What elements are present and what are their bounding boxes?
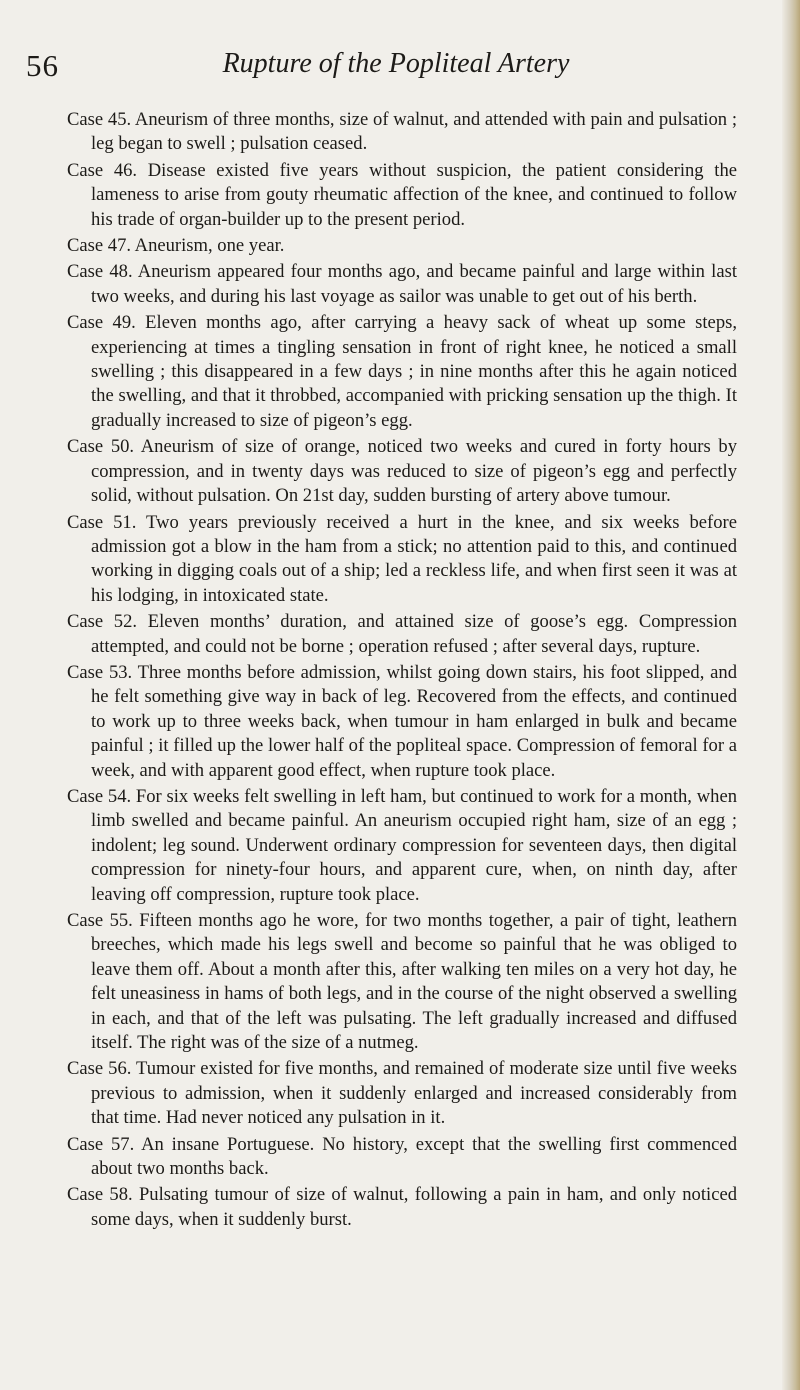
page-header [26,48,766,88]
case-entry: Case 50. Aneurism of size of orange, noticed two weeks and cured in forty hours by compression, and in twenty days was reduced to size of pigeon’s egg and perfectly solid, without pulsation. On 21st day, sudden bursting of artery above tumour. [67,436,737,507]
case-entry: Case 53. Three months before admission, whilst going down stairs, his foot slipped, and he felt something give way in back of leg. Recovered from the effects, and continued to work up to three weeks back, when tumour in ham enlarged in bulk and became painful ; it filled up the lower half of the popliteal space. Compression of femoral for a week, and with apparent good effect, when rupture took place. [67,661,737,781]
case-entry: Case 54. For six weeks felt swelling in left ham, but continued to work for a month, when limb swelled and became painful. An aneurism occupied right ham, size of an egg ; indolent; leg sound. Underwent ordinary compression for seventeen days, then digital compression for ninety-four hours, and apparent cure, when, on ninth day, after leaving off compression, rupture took place. [67,785,737,905]
running-title: Rupture of the Popliteal Artery [222,48,570,79]
case-entry: Case 55. Fifteen months ago he wore, for two months together, a pair of tight, leathern breeches, which made his legs swell and become so painful that he was obliged to leave them off. About a month after this, after walking ten miles on a very hot day, he felt uneasiness in hams of both legs, and in the course of the night observed a swelling in each, and that of the left was pulsating. The left gradually increased and diffused itself. The right was of the size of a nutmeg. [67,910,737,1054]
case-entry: Case 49. Eleven months ago, after carrying a heavy sack of wheat up some steps, experiencing at times a tingling sensation in front of right knee, he noticed a small swelling ; this disappeared in a few days ; in nine months after this he again noticed the swelling, and that it throbbed, accompanied with pricking sensation up the thigh. It gradually increased to size of pigeon’s egg. [67,312,737,431]
case-entry: Case 51. Two years previously received a hurt in the knee, and six weeks before admission got a blow in the ham from a stick; no attention paid to this, and continued working in digging coals out of a ship; led a reckless life, and when first seen it was at his lodging, in intoxicated state. [67,511,737,606]
page-edge [782,0,800,1390]
case-entry: Case 58. Pulsating tumour of size of walnut, following a pain in ham, and only noticed some days, when it suddenly burst. [67,1184,737,1230]
case-entry: Case 47. Aneurism, one year. [67,235,285,257]
case-entry: Case 56. Tumour existed for five months, and remained of moderate size until five weeks previous to admission, when it suddenly enlarged and increased considerably from that time. Had never noticed any pulsation in it. [67,1058,737,1129]
case-entry: Case 45. Aneurism of three months, size of walnut, and attended with pain and pulsation ; leg began to swell ; pulsation ceased. [67,109,737,155]
case-entry: Case 52. Eleven months’ duration, and attained size of goose’s egg. Compression attempted, and could not be borne ; operation refused ; after several days, rupture. [67,611,737,657]
case-entry: Case 57. An insane Portuguese. No history, except that the swelling first commenced about two months back. [67,1133,737,1180]
case-entry: Case 46. Disease existed five years without suspicion, the patient considering the lameness to arise from gouty rheumatic affection of the knee, and continued to follow his trade of organ-builder up to the present period. [67,159,737,230]
case-list [67,108,737,1234]
page-number: 56 [26,48,59,83]
case-entry: Case 48. Aneurism appeared four months ago, and became painful and large within last two weeks, and during his last voyage as sailor was unable to get out of his berth. [67,261,737,307]
